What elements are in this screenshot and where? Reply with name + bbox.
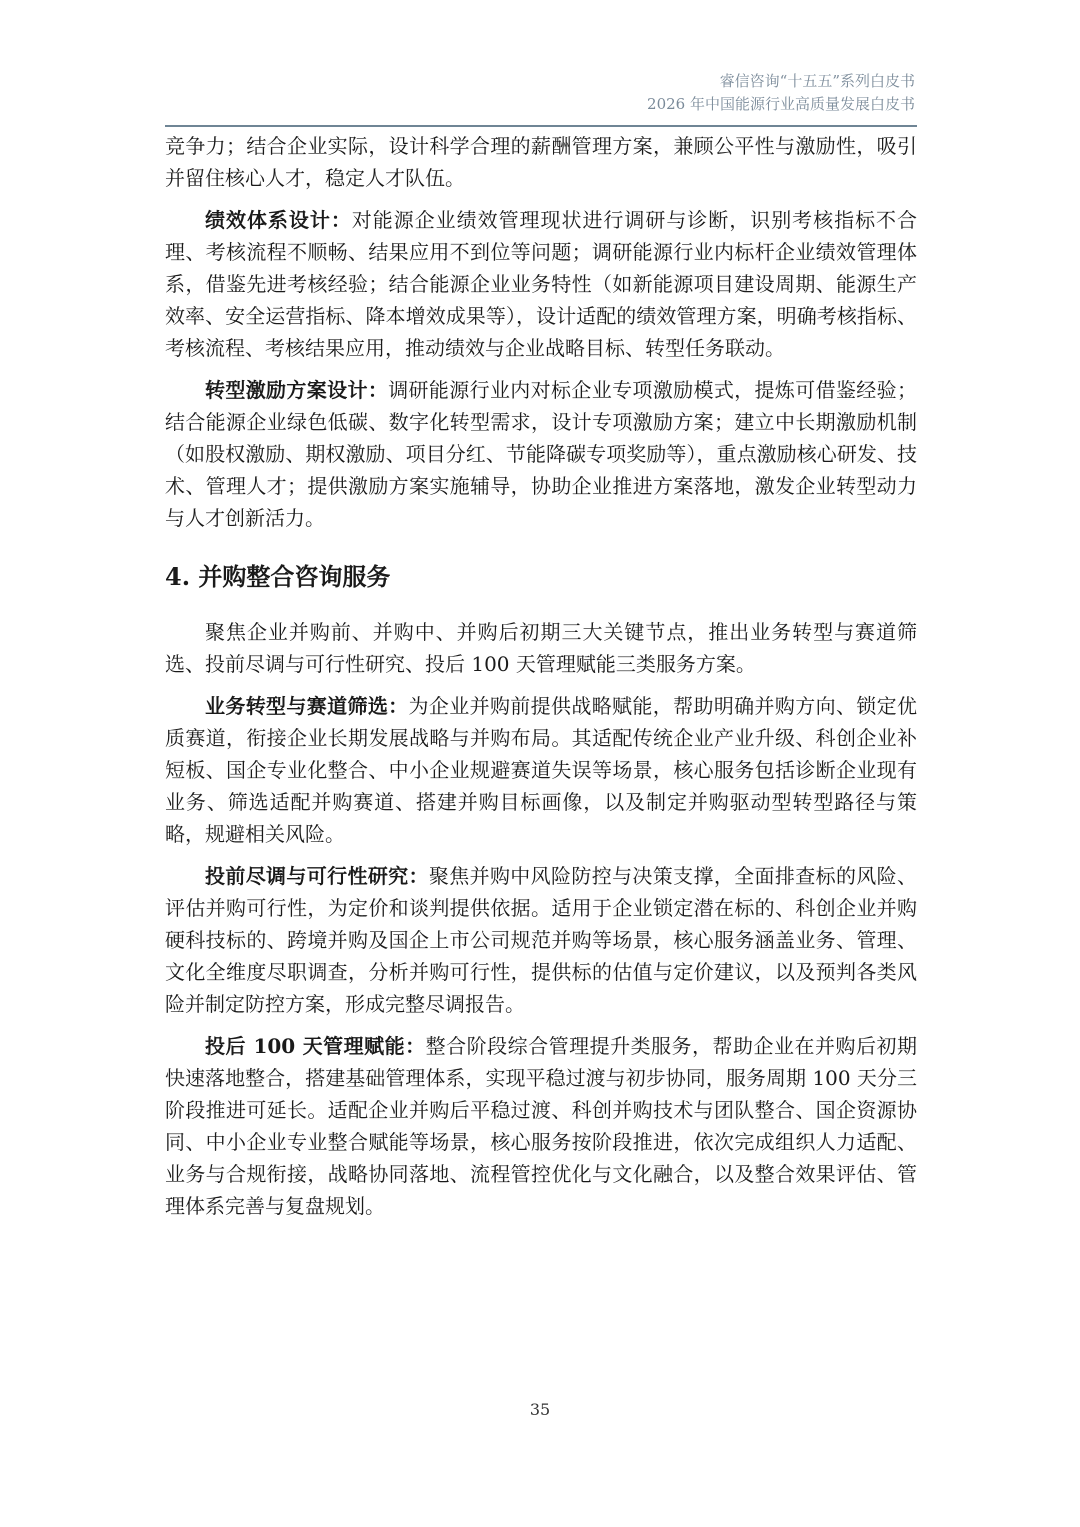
page-number: 35 xyxy=(529,1400,551,1419)
paragraph-performance-system xyxy=(165,204,917,364)
paragraph-text: 调研能源行业内对标企业专项激励模式，提炼可借鉴经验；结合能源企业绿色低碳、数字化转型需求，设计专项激励方案；建立中长期激励机制（如股权激励、期权激励、项目分红、节能降碳专项奖励等），重点激励核心研发、技术、管理人才；提供激励方案实施辅导，协助企业推进方案落地，激发企业转型动力与人才创新活力。 xyxy=(165,378,918,530)
paragraph-due-diligence xyxy=(165,860,917,1020)
paragraph-post-investment xyxy=(165,1030,917,1222)
header-report-title: 2026 年中国能源行业高质量发展白皮书 xyxy=(647,95,915,113)
paragraph-intro xyxy=(165,616,917,680)
paragraph-business-transformation xyxy=(165,690,917,850)
paragraph-text: 竞争力；结合企业实际，设计科学合理的薪酬管理方案，兼顾公平性与激励性，吸引并留住核心人才，稳定人才队伍。 xyxy=(165,134,917,190)
paragraph-lead: 投前尽调与可行性研究： xyxy=(205,864,429,888)
paragraph-text: 聚焦并购中风险防控与决策支撑，全面排查标的风险、评估并购可行性，为定价和谈判提供依据。适用于企业锁定潜在标的、科创企业并购硬科技标的、跨境并购及国企上市公司规范并购等场景，核心服务涵盖业务、管理、文化全维度尽职调查，分析并购可行性，提供标的估值与定价建议，以及预判各类风险并制定防控方案，形成完整尽调报告。 xyxy=(165,864,918,1016)
page-body xyxy=(165,130,917,1232)
paragraph-lead: 业务转型与赛道筛选： xyxy=(205,694,409,718)
header-divider xyxy=(165,125,917,127)
page-header xyxy=(647,70,915,116)
header-series-title: 睿信咨询“十五五”系列白皮书 xyxy=(719,72,915,90)
section-heading: 4. 并购整合咨询服务 xyxy=(165,562,391,591)
paragraph-text: 为企业并购前提供战略赋能，帮助明确并购方向、锁定优质赛道，衔接企业长期发展战略与并购布局。其适配传统企业产业升级、科创企业补短板、国企专业化整合、中小企业规避赛道失误等场景，核心服务包括诊断企业现有业务、筛选适配并购赛道、搭建并购目标画像，以及制定并购驱动型转型路径与策略，规避相关风险。 xyxy=(165,694,918,846)
paragraph-continuation xyxy=(165,130,917,194)
paragraph-transformation-incentive xyxy=(165,374,917,534)
paragraph-text: 对能源企业绩效管理现状进行调研与诊断，识别考核指标不合理、考核流程不顺畅、结果应用不到位等问题；调研能源行业内标杆企业绩效管理体系，借鉴先进考核经验；结合能源企业业务特性（如新能源项目建设周期、能源生产效率、安全运营指标、降本增效成果等），设计适配的绩效管理方案，明确考核指标、考核流程、考核结果应用，推动绩效与企业战略目标、转型任务联动。 xyxy=(165,208,918,360)
paragraph-lead: 绩效体系设计： xyxy=(205,208,352,232)
paragraph-lead: 转型激励方案设计： xyxy=(205,378,389,402)
paragraph-lead: 投后 100 天管理赋能： xyxy=(205,1034,426,1058)
paragraph-text: 整合阶段综合管理提升类服务，帮助企业在并购后初期快速落地整合，搭建基础管理体系，实现平稳过渡与初步协同，服务周期 100 天分三阶段推进可延长。适配企业并购后平稳过渡、科创并购技术与团队整合、国企资源协同、中小企业专业整合赋能等场景，核心服务按阶段推进，依次完成组织人力适配、业务与合规衔接，战略协同落地、流程管控优化与文化融合，以及整合效果评估、管理体系完善与复盘规划。 xyxy=(165,1034,917,1218)
paragraph-text: 聚焦企业并购前、并购中、并购后初期三大关键节点，推出业务转型与赛道筛选、投前尽调与可行性研究、投后 100 天管理赋能三类服务方案。 xyxy=(165,620,917,676)
